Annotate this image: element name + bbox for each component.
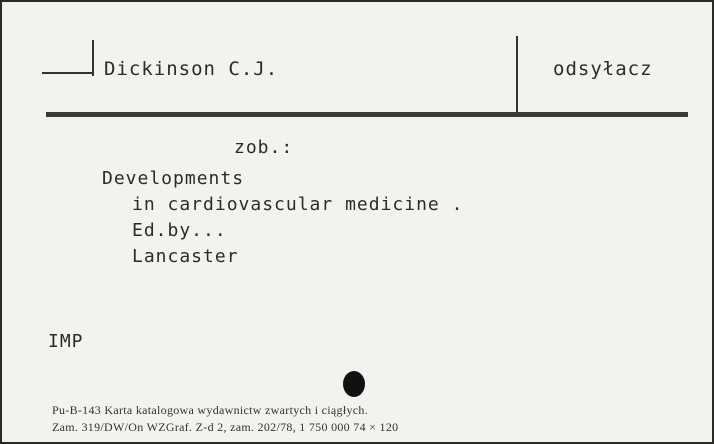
reference-line-title: Developments bbox=[102, 168, 245, 189]
footer-form-title: Pu-B-143 Karta katalogowa wydawnictw zwartych i ciągłych. bbox=[52, 403, 369, 417]
heading-divider bbox=[516, 36, 518, 112]
footer-print-info: Zam. 319/DW/On WZGraf. Z-d 2, zam. 202/78, 1 750 000 74 × 120 bbox=[52, 420, 399, 434]
heading-author: Dickinson C.J. bbox=[104, 58, 279, 80]
index-tab-mark-horizontal bbox=[42, 72, 92, 74]
heading-rule bbox=[46, 112, 688, 117]
see-label: zob.: bbox=[234, 137, 294, 158]
imp-mark: IMP bbox=[48, 331, 84, 352]
punch-hole bbox=[343, 371, 365, 397]
index-tab-mark-vertical bbox=[92, 40, 94, 76]
reference-line-place: Lancaster bbox=[132, 246, 239, 267]
heading-card-type: odsyłacz bbox=[553, 58, 653, 80]
reference-line-editor: Ed.by... bbox=[132, 220, 227, 241]
reference-line-subtitle: in cardiovascular medicine . bbox=[132, 194, 464, 215]
index-tab-mark bbox=[42, 40, 94, 76]
